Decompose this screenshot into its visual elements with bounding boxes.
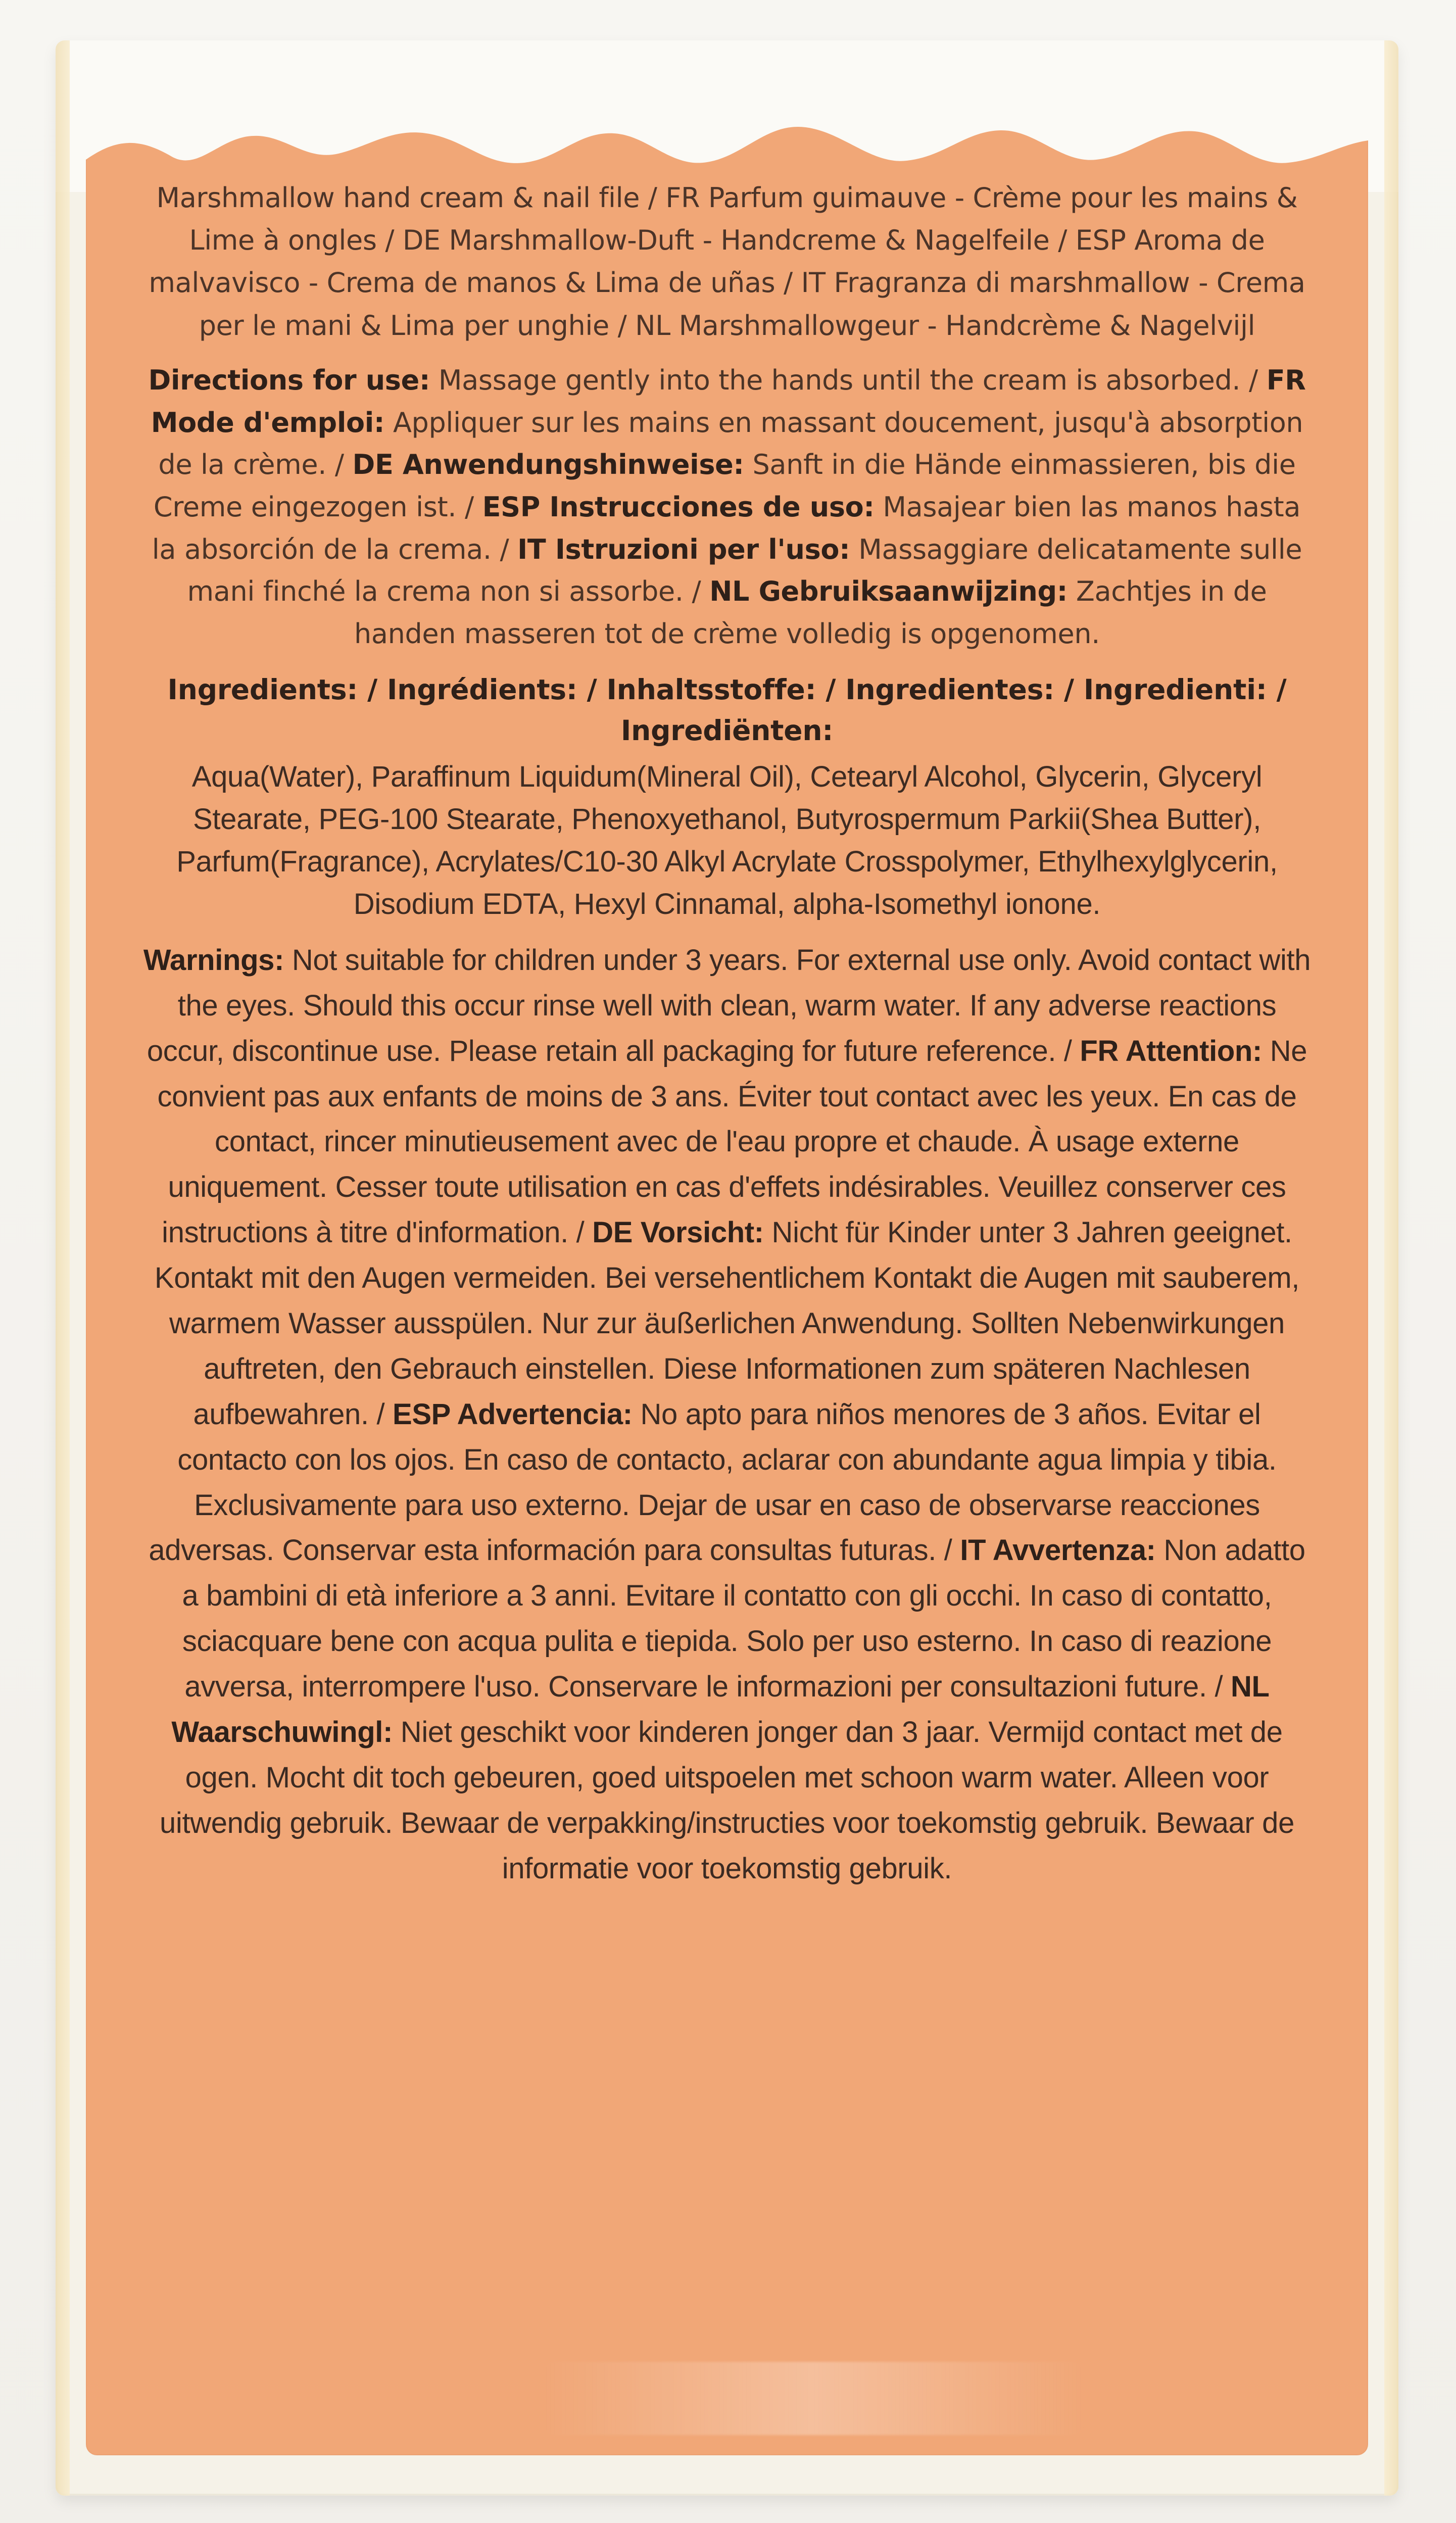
- box-left-edge: [56, 40, 70, 2496]
- warnings-nl-text: Niet geschikt voor kinderen jonger dan 3 jaar. Vermijd contact met de ogen. Mocht dit toch gebeuren, goed uitspoelen met schoon warm water. Alleen voor uitwendig gebruik. Bewaar de verpakking/instructies voor toekomstig gebruik. Bewaar de informatie voor toekomstig gebruik.: [160, 1716, 1294, 1885]
- directions-it-text: Massaggiare delicatamente sulle mani finché la crema non si assorbe. /: [187, 533, 1302, 608]
- ingredients-list: Aqua(Water), Paraffinum Liquidum(Mineral Oil), Cetearyl Alcohol, Glycerin, Glyceryl Stearate, PEG-100 Stearate, Phenoxyethanol, Butyrospermum Parkii(Shea Butter), Parfum(Fragrance), Acrylates/C10-30 Alkyl Acrylate Crosspolymer, Ethylhexylglycerin, Disodium EDTA, Hexyl Cinnamal, alpha-Isomethyl ionone.: [176, 760, 1278, 920]
- label-content: [141, 177, 1313, 1904]
- warnings-esp-text: No apto para niños menores de 3 años. Evitar el contacto con los ojos. En caso de contacto, aclarar con abundante agua limpia y tibia. Exclusivamente para uso externo. Dejar de usar en caso de observarse reacciones adversas. Conservar esta información para consultas futuras. /: [149, 1397, 1277, 1567]
- warnings-esp-label: ESP Advertencia:: [393, 1397, 633, 1431]
- warnings-fr-text: Ne convient pas aux enfants de moins de 3 ans. Éviter tout contact avec les yeux. En cas de contact, rincer minutieusement avec de l'eau propre et chaude. À usage externe uniquement. Cesser toute utilisation en cas d'effets indésirables. Veuillez conserver ces instructions à titre d'information. /: [157, 1034, 1307, 1249]
- warnings-en-text: Not suitable for children under 3 years. For external use only. Avoid contact with the eyes. Should this occur rinse well with clean, warm water. If any adverse reactions occur, discontinue use. Please retain all packaging for future reference. /: [147, 943, 1311, 1068]
- directions-de-text: Sanft in die Hände einmassieren, bis die Creme eingezogen ist. /: [153, 449, 1296, 523]
- directions-for-use: [141, 359, 1313, 655]
- warnings-de-label: DE Vorsicht:: [592, 1216, 764, 1249]
- warnings-de-text: Nicht für Kinder unter 3 Jahren geeignet. Kontakt mit den Augen vermeiden. Bei versehentlichem Kontakt die Augen mit sauberem, warmem Wasser ausspülen. Nur zur äußerlichen Anwendung. Sollten Nebenwirkungen auftreten, den Gebrauch einstellen. Diese Informationen zum späteren Nachlesen aufbewahren. /: [154, 1216, 1300, 1431]
- directions-nl-label: NL Gebruiksaanwijzing:: [709, 575, 1068, 608]
- directions-it-label: IT Istruzioni per l'uso:: [517, 533, 850, 565]
- box-right-edge: [1384, 40, 1398, 2496]
- directions-en-text: Massage gently into the hands until the cream is absorbed. /: [430, 364, 1267, 396]
- warnings-nl-label: NL Waarschuwingl:: [171, 1670, 1270, 1749]
- surface-glare: [541, 2362, 1086, 2435]
- directions-nl-text: Zachtjes in de handen masseren tot de crème volledig is opgenomen.: [354, 575, 1267, 650]
- warnings-it-label: IT Avvertenza:: [960, 1534, 1156, 1567]
- directions-fr-text: Appliquer sur les mains en massant doucement, jusqu'à absorption de la crème. /: [158, 406, 1303, 481]
- product-box: [56, 40, 1398, 2496]
- directions-fr-label: FR Mode d'emploi:: [151, 364, 1306, 439]
- ingredients-title: Ingredients: / Ingrédients: / Inhaltsstoffe: / Ingredientes: / Ingredienti: / Ingrediënten:: [167, 673, 1287, 747]
- product-intro: Marshmallow hand cream & nail file / FR Parfum guimauve - Crème pour les mains & Lime à ongles / DE Marshmallow-Duft - Handcreme & Nagelfeile / ESP Aroma de malvavisco - Crema de manos & Lima de uñas / IT Fragranza di marshmallow - Crema per le mani & Lima per unghie / NL Marshmallowgeur - Handcrème & Nagelvijl: [149, 182, 1305, 342]
- orange-label-panel: [86, 116, 1368, 2455]
- directions-en-label: Directions for use:: [148, 364, 430, 396]
- warnings-fr-label: FR Attention:: [1080, 1034, 1262, 1068]
- warnings-it-text: Non adatto a bambini di età inferiore a 3 anni. Evitare il contatto con gli occhi. In caso di contatto, sciacquare bene con acqua pulita e tiepida. Solo per uso esterno. In caso di reazione avversa, interrompere l'uso. Conservare le informazioni per consultazioni future. /: [182, 1534, 1305, 1704]
- directions-esp-text: Masajear bien las manos hasta la absorción de la crema. /: [152, 491, 1301, 565]
- warnings-en-label: Warnings:: [143, 943, 284, 977]
- warnings-block: [141, 938, 1313, 1891]
- directions-esp-label: ESP Instrucciones de uso:: [482, 491, 875, 523]
- directions-de-label: DE Anwendungshinweise:: [352, 449, 744, 481]
